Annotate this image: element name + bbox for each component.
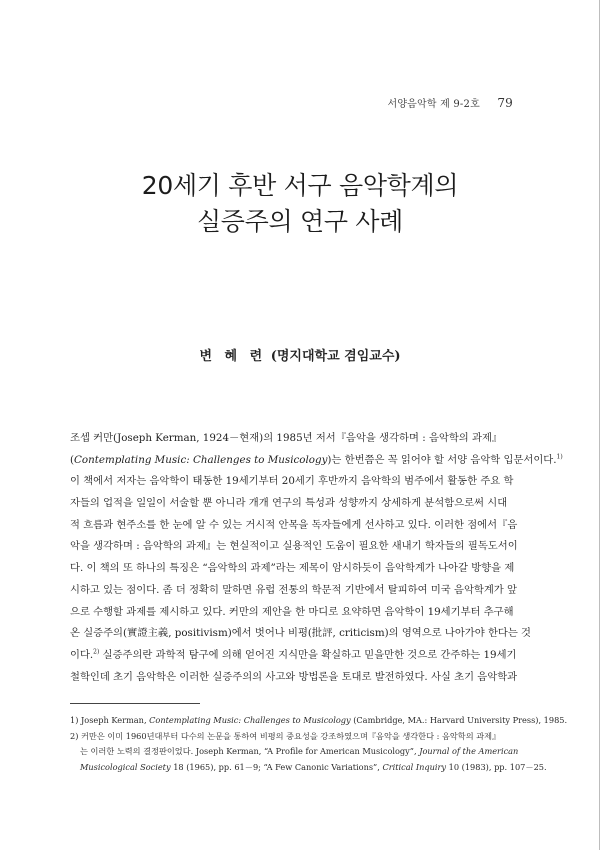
page-number: 79 bbox=[497, 96, 513, 110]
footnote-2-cont bbox=[70, 744, 540, 760]
book-title-italic: Contemplating Music: Challenges to Musicology bbox=[74, 453, 328, 466]
article-title bbox=[0, 168, 600, 240]
body-line: (Contemplating Music: Challenges to Musicology)는 한번쯤은 꼭 읽어야 할 서양 음악학 입문서이다.$^{1)}$ bbox=[70, 453, 563, 466]
author-line bbox=[0, 345, 600, 364]
body-line: 다. 이 책의 또 하나의 특징은 “음악학의 과제”라는 제목이 암시하듯이 음악학계가 나아갈 방향을 제 bbox=[70, 562, 515, 575]
body-line: 온 실증주의(實證主義, positivism)에서 벗어나 비평(批評, criticism)의 영역으로 나아가야 한다는 것 bbox=[70, 627, 532, 640]
body-line: 자들의 업적을 일일이 서술할 뿐 아니라 개개 연구의 특성과 성향까지 상세하게 분석함으로써 시대 bbox=[70, 497, 508, 510]
footnote-1 bbox=[70, 713, 568, 729]
author-affiliation: (명지대학교 겸임교수) bbox=[270, 349, 401, 364]
footnote-2-cont bbox=[70, 760, 547, 776]
footnote-book-title: Contemplating Music: Challenges to Musicology bbox=[149, 715, 351, 725]
body-line: 철학인데 초기 음악학은 이러한 실증주의의 사고와 방법론을 토대로 발전하였다. 사실 초기 음악학과 bbox=[70, 670, 518, 683]
footnote-journal-title: Musicological Society bbox=[80, 761, 171, 772]
title-line-1: 20세기 후반 서구 음악학계의 bbox=[141, 171, 459, 200]
footnote-journal-title: Critical Inquiry bbox=[382, 761, 447, 772]
footnotes bbox=[70, 713, 568, 775]
body-line: 이 책에서 저자는 음악학이 태동한 19세기부터 20세기 후반까지 음악학의 범주에서 활동한 주요 학 bbox=[70, 475, 514, 488]
footnote-2: 2) 커만은 이미 1960년대부터 다수의 논문을 통하여 비평의 중요성을 강조하였으며『음악을 생각한다 : 음악학의 과제』 bbox=[70, 730, 501, 741]
author-name: 변 혜 련 bbox=[199, 349, 267, 364]
footnote-text: 는 이러한 노력의 결정판이었다. Joseph Kerman, “A Profile for American Musicology”, bbox=[80, 746, 420, 757]
footnote-divider bbox=[70, 703, 200, 704]
footnote-ref-1[interactable]: 1) bbox=[556, 453, 563, 461]
body-line: 시하고 있는 점이다. 좀 더 정확히 말하면 유럽 전통의 학문적 기반에서 탈피하여 미국 음악학계가 앞 bbox=[70, 583, 517, 596]
footnote-text: 18 (1965), pp. 61－9; “A Few Canonic Variations”, bbox=[170, 761, 383, 772]
footnote-ref-2[interactable]: 2) bbox=[93, 648, 100, 656]
footnote-journal-title: Journal of the American bbox=[419, 746, 519, 757]
body-line: 으로 수행할 과제를 제시하고 있다. 커만의 제안을 한 마디로 요약하면 음악학이 19세기부터 추구해 bbox=[70, 605, 514, 618]
running-head bbox=[387, 95, 513, 110]
body-line-text: 이다. bbox=[70, 648, 94, 661]
body-line bbox=[70, 645, 530, 667]
body-line-text: 실증주의란 과학적 탐구에 의해 얻어진 지식만을 확실하고 믿을만한 것으로 간주하는 19세기 bbox=[99, 648, 517, 661]
body-line: 악을 생각하며 : 음악학의 과제』는 현실적이고 실용적인 도움이 필요한 새내기 학자들의 필독도서이 bbox=[70, 540, 518, 553]
body-paragraph bbox=[70, 428, 563, 688]
footnote-text: (Cambridge, MA.: Harvard University Press), 1985. bbox=[350, 715, 568, 725]
body-line-text: )는 한번쯤은 꼭 읽어야 할 서양 음악학 입문서이다. bbox=[327, 453, 557, 466]
title-line-2: 실증주의 연구 사례 bbox=[196, 207, 404, 236]
footnote-text: 10 (1983), pp. 107－25. bbox=[446, 761, 547, 772]
journal-name: 서양음악학 제 9-2호 bbox=[387, 99, 480, 110]
footnote-text: 1) Joseph Kerman, bbox=[70, 715, 150, 725]
body-line: 조셉 커만(Joseph Kerman, 1924－현재)의 1985년 저서『음악을 생각하며 : 음악학의 과제』 bbox=[70, 432, 503, 444]
body-line: 적 흐름과 현주소를 한 눈에 알 수 있는 거시적 안목을 독자들에게 선사하고 있다. 이러한 점에서『음 bbox=[70, 518, 518, 531]
